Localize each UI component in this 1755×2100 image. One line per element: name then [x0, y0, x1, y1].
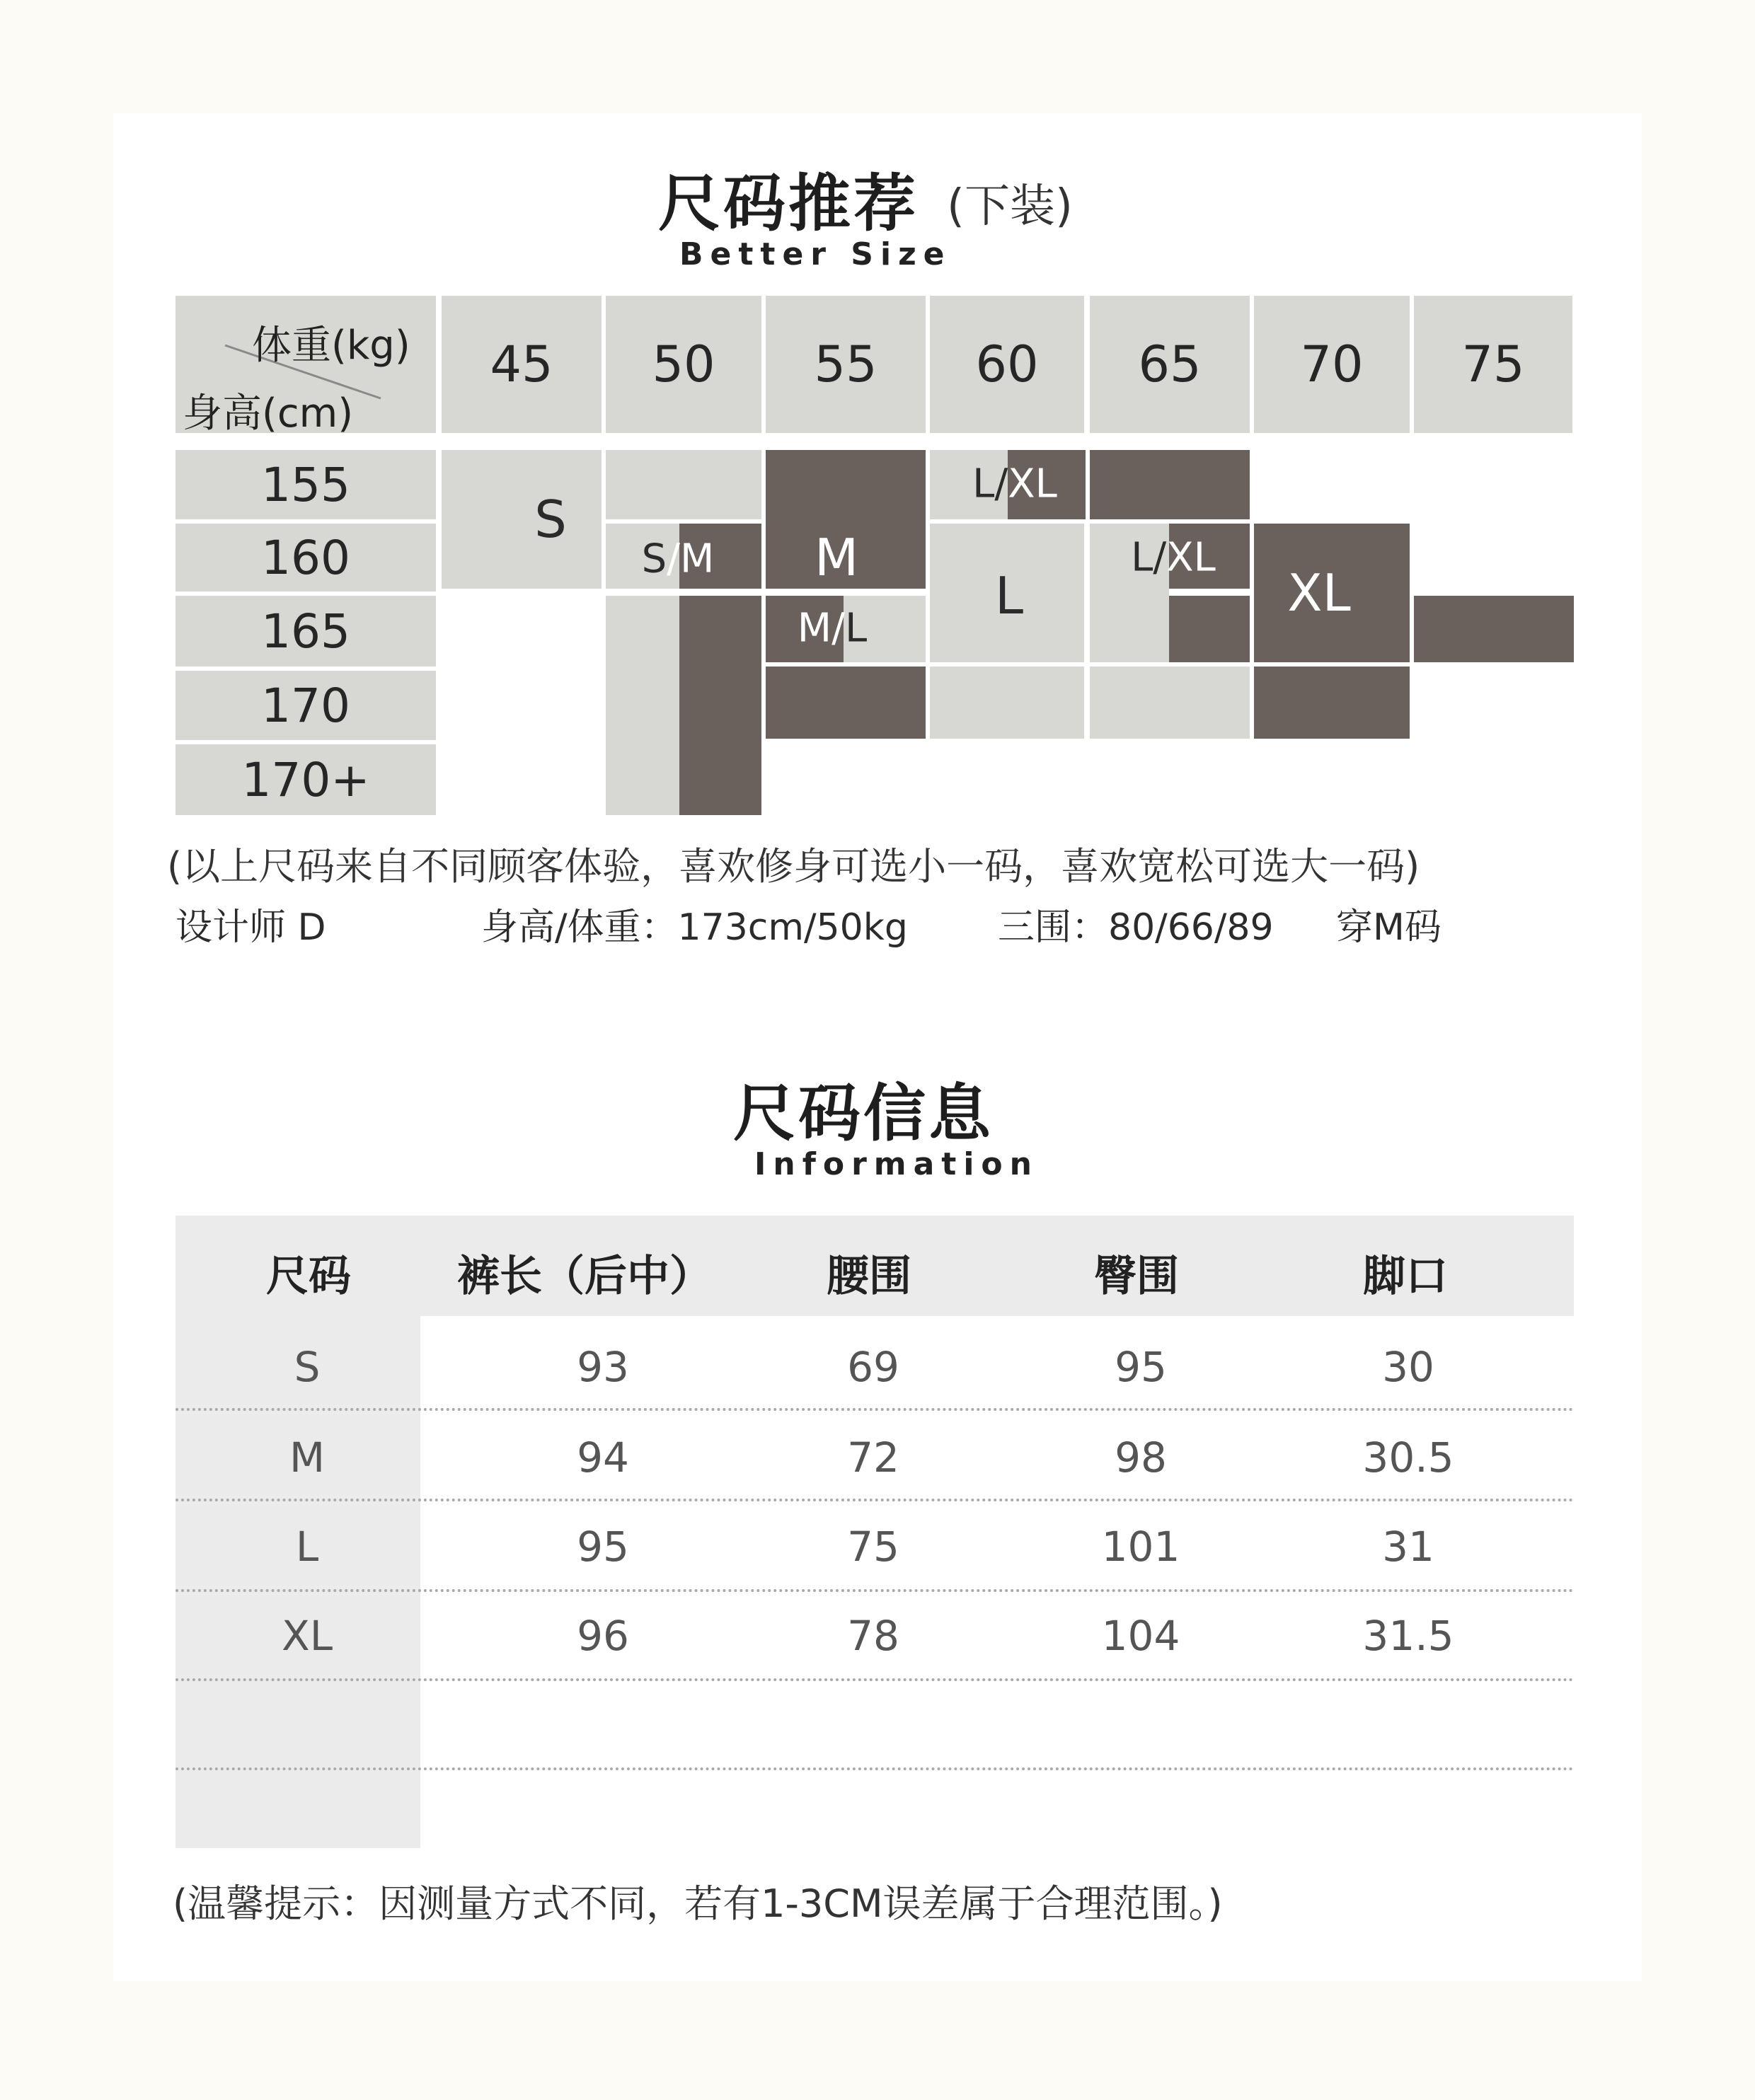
cell-hip: 95: [1115, 1343, 1167, 1391]
size-label-part: XL: [1008, 461, 1057, 507]
size-label-m: M: [814, 528, 859, 587]
size-block: [1090, 667, 1250, 739]
header-length: 裤长（后中）: [457, 1252, 712, 1301]
cell-length: 93: [577, 1343, 629, 1391]
height-label: 165: [176, 596, 436, 667]
corner-header-cell: [176, 296, 436, 437]
designer-measurements: 三围：80/66/89: [998, 906, 1274, 949]
size-block: [606, 450, 761, 519]
recommend-title-paren: (下装): [947, 180, 1073, 233]
recommend-title: 尺码推荐: [658, 167, 919, 240]
size-label-part: S: [641, 536, 667, 582]
cell-size: S: [294, 1343, 321, 1391]
designer-name: 设计师 D: [176, 906, 326, 949]
cell-waist: 75: [847, 1523, 899, 1571]
size-label-xl: XL: [1287, 563, 1351, 623]
cell-hem: 30: [1382, 1343, 1434, 1391]
height-label: 170: [176, 671, 436, 740]
size-label-part: M/: [797, 605, 845, 652]
size-label-part: /M: [667, 536, 715, 582]
size-block-s: [442, 450, 602, 589]
recommend-subtitle: Better Size: [679, 236, 952, 272]
cell-hip: 98: [1115, 1433, 1167, 1482]
cell-hem: 31: [1382, 1523, 1434, 1571]
size-block: [1090, 450, 1250, 519]
size-label-lxl: [1131, 535, 1216, 581]
size-label-ml: [798, 606, 867, 652]
height-label: 155: [176, 450, 436, 519]
recommend-note: (以上尺码来自不同顾客体验，喜欢修身可选小一码，喜欢宽松可选大一码): [167, 844, 1420, 889]
designer-size: 穿M码: [1336, 906, 1442, 949]
weight-header: 60: [930, 296, 1084, 433]
size-label-sm: [642, 536, 715, 582]
size-block: [1414, 596, 1574, 662]
corner-weight-label: 体重(kg): [252, 323, 410, 369]
cell-waist: 69: [847, 1343, 899, 1391]
size-label-part: XL: [1166, 534, 1216, 581]
height-label: 170+: [176, 744, 436, 815]
cell-length: 94: [577, 1433, 629, 1482]
weight-header: 50: [606, 296, 761, 433]
header-waist: 腰围: [827, 1252, 911, 1301]
size-block: [1254, 667, 1410, 739]
corner-height-label: 身高(cm): [183, 391, 354, 437]
cell-hem: 30.5: [1362, 1433, 1454, 1482]
weight-header: 70: [1254, 296, 1410, 433]
cell-size: L: [295, 1523, 319, 1571]
cell-hem: 31.5: [1362, 1612, 1454, 1660]
information-subtitle: Information: [754, 1146, 1039, 1182]
header-size: 尺码: [266, 1252, 351, 1301]
cell-length: 96: [577, 1612, 629, 1660]
size-label-lxl: [972, 461, 1057, 507]
size-label-part: L/: [1131, 534, 1167, 581]
row-divider: [176, 1589, 1574, 1592]
weight-header: 75: [1414, 296, 1572, 433]
row-divider: [176, 1499, 1574, 1501]
header-hip: 臀围: [1094, 1252, 1179, 1301]
size-label-part: L/: [972, 461, 1008, 507]
cell-size: XL: [281, 1612, 333, 1660]
measurement-tip: (温馨提示：因测量方式不同，若有1-3CM误差属于合理范围。): [173, 1881, 1223, 1926]
cell-length: 95: [577, 1523, 629, 1571]
weight-header: 65: [1090, 296, 1250, 433]
size-block: [930, 667, 1084, 739]
cell-hip: 101: [1101, 1523, 1180, 1571]
weight-header: 55: [766, 296, 926, 433]
cell-waist: 72: [847, 1433, 899, 1482]
size-label-part: L: [844, 605, 868, 652]
size-label-l: L: [994, 566, 1024, 625]
cell-waist: 78: [847, 1612, 899, 1660]
size-block: [679, 596, 761, 815]
weight-header: 45: [442, 296, 602, 433]
size-block: [766, 667, 926, 739]
row-divider: [176, 1767, 1574, 1770]
size-label-s: S: [534, 490, 567, 549]
size-block: [606, 596, 679, 815]
row-divider: [176, 1408, 1574, 1411]
cell-size: M: [289, 1433, 326, 1482]
information-title: 尺码信息: [733, 1077, 994, 1150]
header-hem: 脚口: [1363, 1252, 1448, 1301]
height-label: 160: [176, 524, 436, 592]
designer-height-weight: 身高/体重：173cm/50kg: [481, 906, 908, 949]
row-divider: [176, 1678, 1574, 1681]
cell-hip: 104: [1101, 1612, 1180, 1660]
size-block: [1169, 596, 1250, 662]
